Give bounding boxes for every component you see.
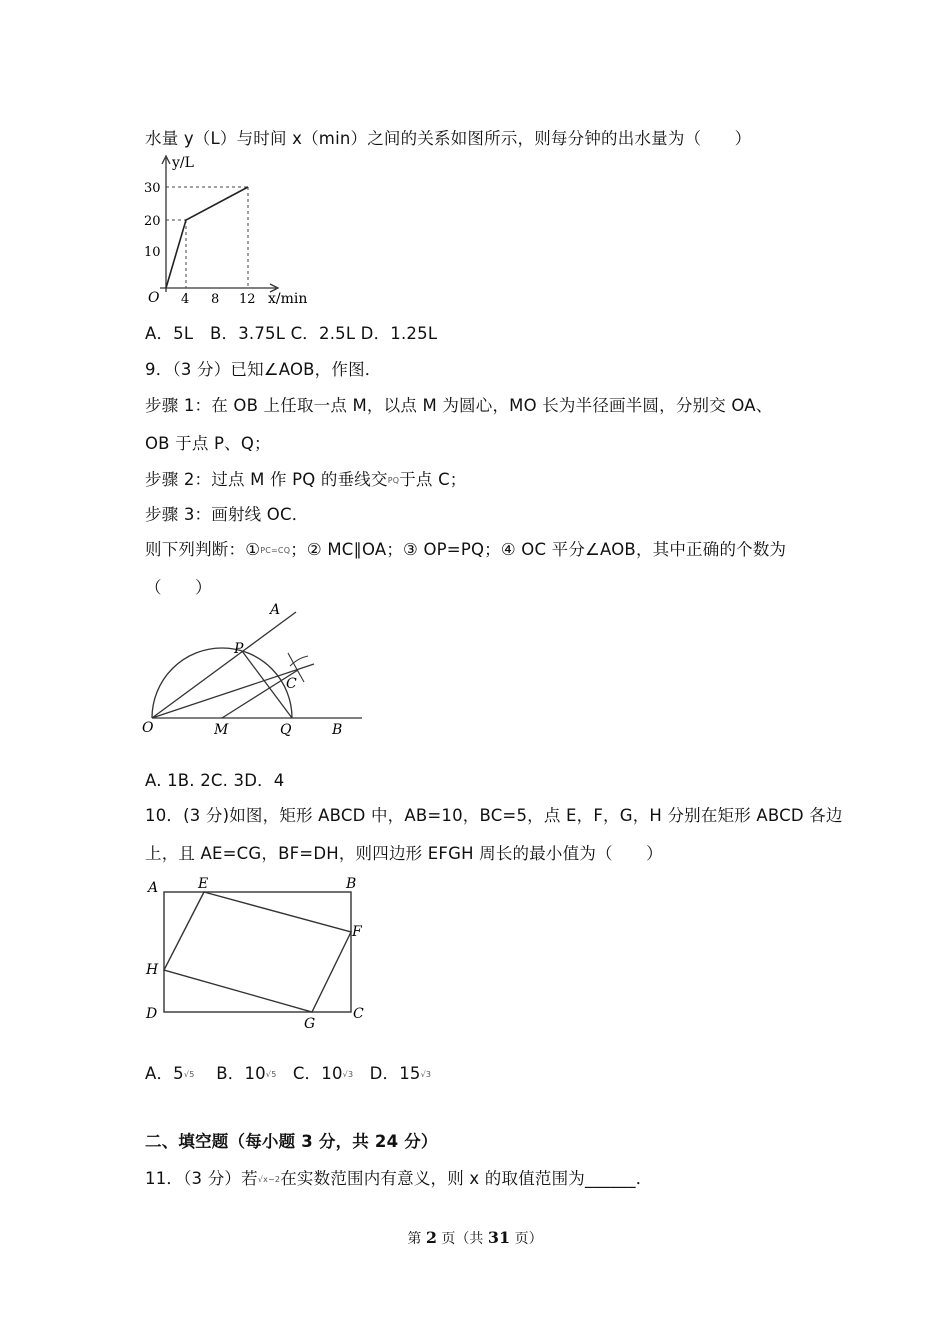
q10-figure — [140, 870, 380, 1035]
root-image: √x−2 — [257, 1175, 281, 1184]
q9-paren: （ ） — [145, 578, 212, 597]
label-p: P — [234, 641, 244, 657]
rectangle-abcd — [164, 892, 351, 1012]
label-h: H — [146, 962, 159, 978]
water-line — [166, 187, 248, 288]
arc-pq-image: PQ — [387, 476, 400, 485]
xtick-4: 4 — [181, 292, 190, 307]
section-title: 二、填空题（每小题 3 分，共 24 分） — [145, 1132, 438, 1151]
root-image: √3 — [420, 1070, 432, 1079]
label-o: O — [142, 720, 154, 736]
q8-graph — [140, 152, 320, 310]
q10-stem-a: 10．(3 分)如图，矩形 ABCD 中，AB=10，BC=5，点 E，F，G，H 分别在矩形 ABCD 各边 — [145, 806, 843, 825]
label-c: C — [286, 676, 297, 692]
label-a: A — [148, 880, 159, 896]
q9-figure — [138, 598, 368, 743]
label-g: G — [304, 1016, 316, 1032]
q10-stem-b: 上，且 AE=CG，BF=DH，则四边形 EFGH 周长的最小值为（ ） — [145, 844, 663, 863]
root-image: √3 — [342, 1070, 354, 1079]
q9-judge: 则下列判断：①PC=CQ；② MC∥OA；③ OP=PQ；④ OC 平分∠AOB，其中正确的个数为 — [145, 540, 787, 559]
ray-oa — [152, 612, 296, 718]
page-footer: 第 2 页（共 31 页） — [407, 1228, 543, 1247]
label-a: A — [270, 602, 281, 618]
ylabel: y/L — [172, 155, 194, 171]
ytick-10: 10 — [144, 245, 161, 260]
root-image: √5 — [183, 1070, 195, 1079]
ytick-30: 30 — [144, 181, 161, 196]
ytick-20: 20 — [144, 214, 161, 229]
q8-options: A．5L B．3.75L C．2.5L D．1.25L — [145, 324, 438, 343]
xtick-12: 12 — [239, 292, 256, 307]
q11-stem: 11．（3 分）若√x−2在实数范围内有意义，则 x 的取值范围为______． — [145, 1169, 653, 1188]
q9-step2: 步骤 2：过点 M 作 PQ 的垂线交PQ于点 C； — [145, 470, 467, 489]
label-q: Q — [280, 722, 292, 738]
origin-label: O — [148, 290, 160, 306]
page-number: 2 — [425, 1228, 437, 1247]
q8-stem: 水量 y（L）与时间 x（min）之间的关系如图所示，则每分钟的出水量为（ ） — [145, 129, 752, 148]
q10-options: A．5√5 B．10√5 C．10√3 D．15√3 — [145, 1064, 432, 1083]
xlabel: x/min — [268, 291, 308, 307]
label-b: B — [346, 876, 357, 892]
label-e: E — [198, 876, 209, 892]
label-d: D — [146, 1006, 158, 1022]
label-b: B — [332, 722, 343, 738]
q9-options: A. 1B. 2C. 3D．4 — [145, 771, 285, 790]
arc-equal-image: PC=CQ — [260, 546, 291, 555]
quad-efgh — [164, 892, 351, 1012]
segment-pq — [242, 651, 292, 718]
q9-step3: 步骤 3：画射线 OC． — [145, 505, 309, 524]
page-total: 31 — [487, 1228, 511, 1247]
label-m: M — [214, 722, 229, 738]
semicircle — [152, 648, 292, 718]
label-c: C — [353, 1006, 364, 1022]
label-f: F — [352, 924, 362, 940]
q9-stem: 9．（3 分）已知∠AOB，作图． — [145, 360, 382, 379]
root-image: √5 — [265, 1070, 277, 1079]
xtick-8: 8 — [211, 292, 220, 307]
q9-step1b: OB 于点 P、Q； — [145, 434, 271, 453]
q9-step1a: 步骤 1：在 OB 上任取一点 M，以点 M 为圆心，MO 长为半径画半圆，分别交 OA、 — [145, 396, 773, 415]
